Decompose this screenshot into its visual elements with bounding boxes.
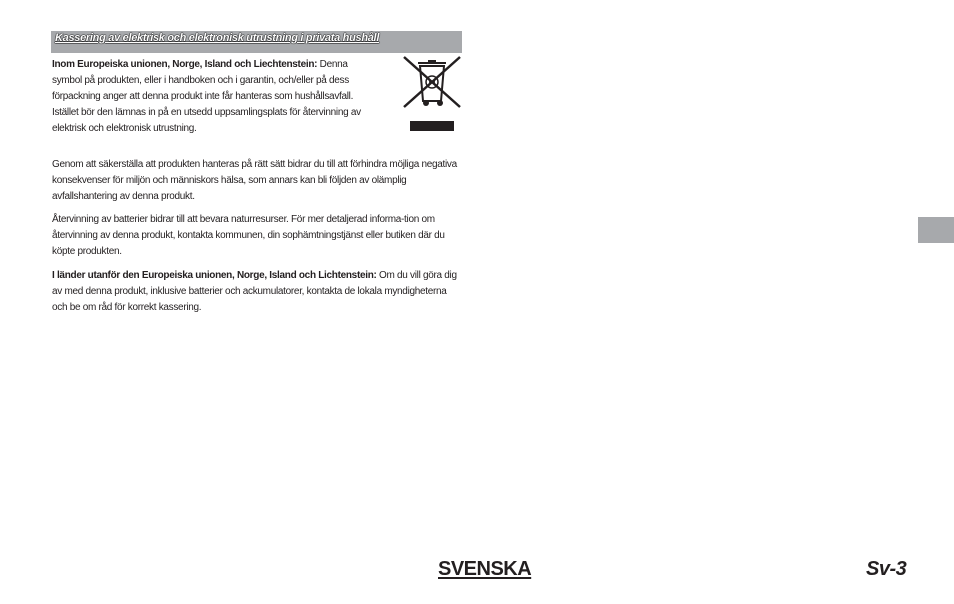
paragraph-health <box>52 157 464 205</box>
paragraph-text: Återvinning av batterier bidrar till att bevara naturresurser. För mer detaljerad informa-tion om återvinning av denna produkt, kontakta kommunen, din sophämtningstjänst eller butiken där du köpte produkten. <box>52 214 445 257</box>
section-header-bar <box>51 31 462 53</box>
paragraph-text: Om du vill göra dig av med denna produkt, inklusive batterier och ackumulatorer, kontakta de lokala myndigheterna och be om råd för korrekt kassering. <box>52 270 457 313</box>
crossed-out-wheelie-bin-icon <box>401 55 463 133</box>
footer-language-label: SVENSKA <box>438 558 532 580</box>
paragraph-lead: Inom Europeiska unionen, Norge, Island och Liechtenstein: <box>52 59 318 70</box>
page-number: Sv-3 <box>866 558 907 580</box>
paragraph-outside-eu <box>52 268 464 316</box>
section-title: Kassering av elektrisk och elektronisk utrustning i privata hushåll <box>55 32 380 44</box>
paragraph-eu-disposal <box>52 57 367 137</box>
paragraph-text: Genom att säkerställa att produkten hanteras på rätt sätt bidrar du till att förhindra möjliga negativa konsekvenser för miljön och människors hälsa, som annars kan bli följden av olämplig avfallshantering av denna produkt. <box>52 159 457 202</box>
section-tab-marker <box>918 217 954 243</box>
paragraph-batteries <box>52 212 464 260</box>
paragraph-lead: I länder utanför den Europeiska unionen, Norge, Island och Lichtenstein: <box>52 270 377 281</box>
paragraph-text: Denna symbol på produkten, eller i handboken och i garantin, och/eller på dess förpackning anger att denna produkt inte får hanteras som hushållsavfall. Istället bör den lämnas in på en utsedd uppsamlingsplats för återvinning av elektrisk och elektronisk utrustning. <box>52 59 361 134</box>
